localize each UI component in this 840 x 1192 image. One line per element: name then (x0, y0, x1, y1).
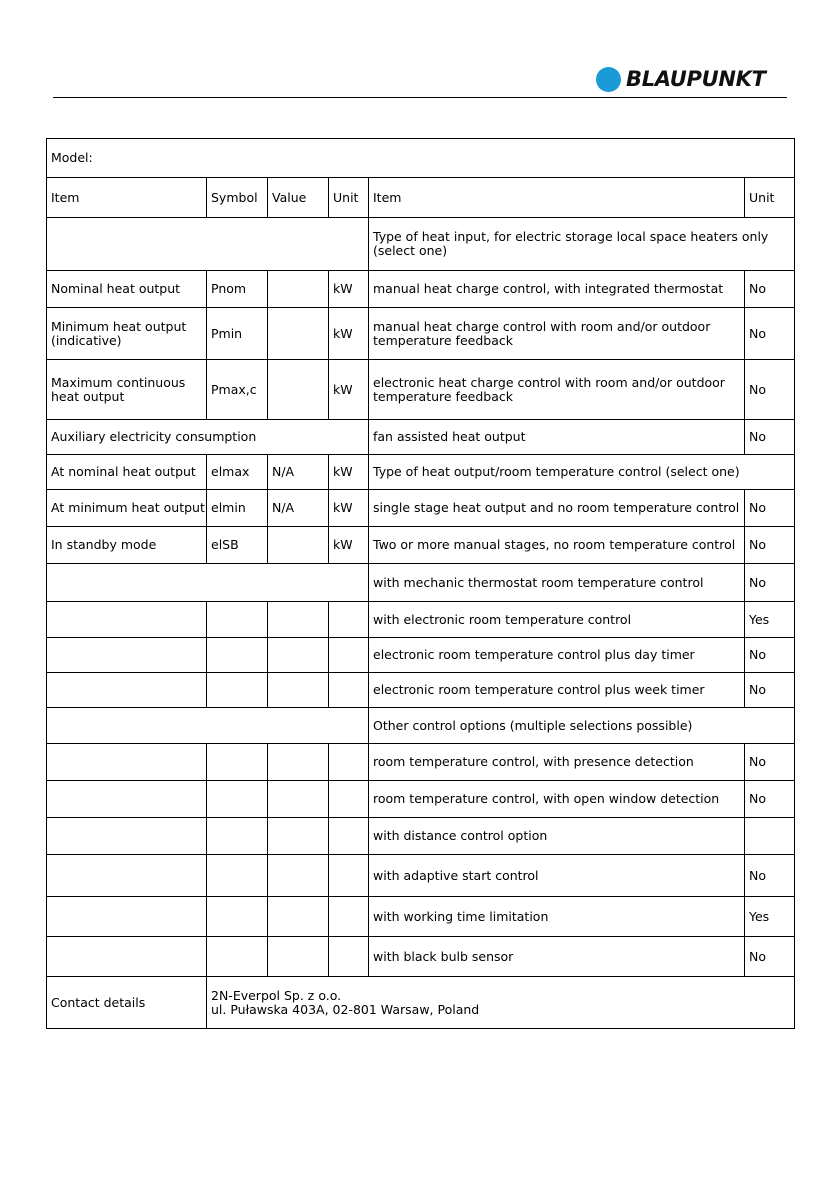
empty-cell (268, 897, 329, 937)
empty-cell (329, 855, 369, 897)
table-row (47, 744, 795, 781)
empty-cell (207, 673, 268, 708)
empty-cell (47, 897, 207, 937)
empty-cell (268, 781, 329, 818)
empty-cell (329, 937, 369, 977)
control-item-cell: manual heat charge control with room and/or outdoor temperature feedback (369, 308, 745, 360)
control-item-cell: with mechanic thermostat room temperature control (369, 564, 745, 602)
control-item-cell: with distance control option (369, 818, 745, 855)
section-heading: Type of heat output/room temperature control (select one) (369, 455, 795, 490)
empty-cell (47, 708, 369, 744)
unit-cell: kW (329, 360, 369, 420)
item-cell: At minimum heat output (47, 490, 207, 527)
table-row (47, 818, 795, 855)
control-unit-cell: No (745, 271, 795, 308)
contact-company: 2N-Everpol Sp. z o.o. (211, 987, 342, 1003)
control-unit-cell: No (745, 855, 795, 897)
item-cell: Minimum heat output (indicative) (47, 308, 207, 360)
empty-cell (329, 781, 369, 818)
contact-address: ul. Puławska 403A, 02-801 Warsaw, Poland (211, 1001, 480, 1017)
empty-cell (268, 937, 329, 977)
table-row (47, 937, 795, 977)
control-item-cell: electronic heat charge control with room and/or outdoor temperature feedback (369, 360, 745, 420)
empty-cell (268, 673, 329, 708)
symbol-cell: elmax (207, 455, 268, 490)
control-unit-cell (745, 818, 795, 855)
header-unit-right: Unit (745, 178, 795, 218)
control-unit-cell: No (745, 490, 795, 527)
table-row (47, 638, 795, 673)
unit-cell: kW (329, 455, 369, 490)
table-row (47, 490, 795, 527)
control-item-cell: single stage heat output and no room temperature control (369, 490, 745, 527)
empty-cell (207, 602, 268, 638)
table-row (47, 308, 795, 360)
control-unit-cell: No (745, 937, 795, 977)
empty-cell (268, 638, 329, 673)
table-row (47, 271, 795, 308)
table-row (47, 527, 795, 564)
control-item-cell: room temperature control, with open window detection (369, 781, 745, 818)
empty-cell (47, 781, 207, 818)
empty-cell (268, 744, 329, 781)
control-item-cell: electronic room temperature control plus week timer (369, 673, 745, 708)
value-cell (268, 360, 329, 420)
control-unit-cell: Yes (745, 602, 795, 638)
control-item-cell: electronic room temperature control plus day timer (369, 638, 745, 673)
value-cell (268, 271, 329, 308)
model-label: Model: (47, 139, 795, 178)
empty-cell (207, 781, 268, 818)
unit-cell: kW (329, 527, 369, 564)
table-row (47, 855, 795, 897)
empty-cell (207, 818, 268, 855)
empty-cell (47, 855, 207, 897)
empty-cell (47, 218, 369, 271)
header-item-right: Item (369, 178, 745, 218)
item-cell: Nominal heat output (47, 271, 207, 308)
symbol-cell: Pmax,c (207, 360, 268, 420)
brand-logo-dot (596, 67, 621, 92)
control-item-cell: with black bulb sensor (369, 937, 745, 977)
header-item: Item (47, 178, 207, 218)
value-cell (268, 308, 329, 360)
header-row (47, 178, 795, 218)
table-row (47, 897, 795, 937)
value-cell: N/A (268, 490, 329, 527)
table-row (47, 218, 795, 271)
control-unit-cell: No (745, 673, 795, 708)
header-divider (53, 97, 787, 98)
symbol-cell: elmin (207, 490, 268, 527)
empty-cell (207, 897, 268, 937)
control-item-cell: manual heat charge control, with integrated thermostat (369, 271, 745, 308)
symbol-cell: Pmin (207, 308, 268, 360)
table-row (47, 602, 795, 638)
unit-cell: kW (329, 308, 369, 360)
empty-cell (47, 638, 207, 673)
empty-cell (329, 602, 369, 638)
item-cell: Maximum continuous heat output (47, 360, 207, 420)
control-unit-cell: No (745, 420, 795, 455)
empty-cell (47, 673, 207, 708)
model-row (47, 139, 795, 178)
empty-cell (329, 744, 369, 781)
control-item-cell: Two or more manual stages, no room temperature control (369, 527, 745, 564)
table-row (47, 673, 795, 708)
table-row (47, 455, 795, 490)
empty-cell (207, 638, 268, 673)
control-unit-cell: Yes (745, 897, 795, 937)
contact-details (207, 977, 795, 1029)
table-row (47, 420, 795, 455)
control-unit-cell: No (745, 638, 795, 673)
control-item-cell: with working time limitation (369, 897, 745, 937)
empty-cell (47, 564, 369, 602)
control-unit-cell: No (745, 308, 795, 360)
brand-name: BLAUPUNKT (626, 67, 766, 91)
item-cell: In standby mode (47, 527, 207, 564)
section-heading: Other control options (multiple selections possible) (369, 708, 795, 744)
control-item-cell: with electronic room temperature control (369, 602, 745, 638)
symbol-cell: Pnom (207, 271, 268, 308)
empty-cell (47, 602, 207, 638)
control-item-cell: fan assisted heat output (369, 420, 745, 455)
section-heading: Auxiliary electricity consumption (47, 420, 369, 455)
control-item-cell: with adaptive start control (369, 855, 745, 897)
empty-cell (207, 937, 268, 977)
empty-cell (47, 937, 207, 977)
header-unit: Unit (329, 178, 369, 218)
empty-cell (207, 855, 268, 897)
value-cell: N/A (268, 455, 329, 490)
control-item-cell: room temperature control, with presence detection (369, 744, 745, 781)
item-cell: At nominal heat output (47, 455, 207, 490)
header-symbol: Symbol (207, 178, 268, 218)
unit-cell: kW (329, 490, 369, 527)
table-row (47, 781, 795, 818)
brand-logo (596, 66, 766, 92)
table-row (47, 708, 795, 744)
control-unit-cell: No (745, 564, 795, 602)
empty-cell (329, 673, 369, 708)
empty-cell (47, 744, 207, 781)
contact-row (47, 977, 795, 1029)
section-heading: Type of heat input, for electric storage local space heaters only (select one) (369, 218, 795, 271)
contact-label: Contact details (47, 977, 207, 1029)
empty-cell (329, 818, 369, 855)
erp-info-table (46, 138, 795, 1029)
header-value: Value (268, 178, 329, 218)
empty-cell (268, 855, 329, 897)
control-unit-cell: No (745, 744, 795, 781)
empty-cell (268, 602, 329, 638)
table-row (47, 564, 795, 602)
symbol-cell: elSB (207, 527, 268, 564)
empty-cell (329, 897, 369, 937)
control-unit-cell: No (745, 527, 795, 564)
empty-cell (47, 818, 207, 855)
unit-cell: kW (329, 271, 369, 308)
empty-cell (329, 638, 369, 673)
control-unit-cell: No (745, 360, 795, 420)
value-cell (268, 527, 329, 564)
table-row (47, 360, 795, 420)
empty-cell (207, 744, 268, 781)
empty-cell (268, 818, 329, 855)
control-unit-cell: No (745, 781, 795, 818)
